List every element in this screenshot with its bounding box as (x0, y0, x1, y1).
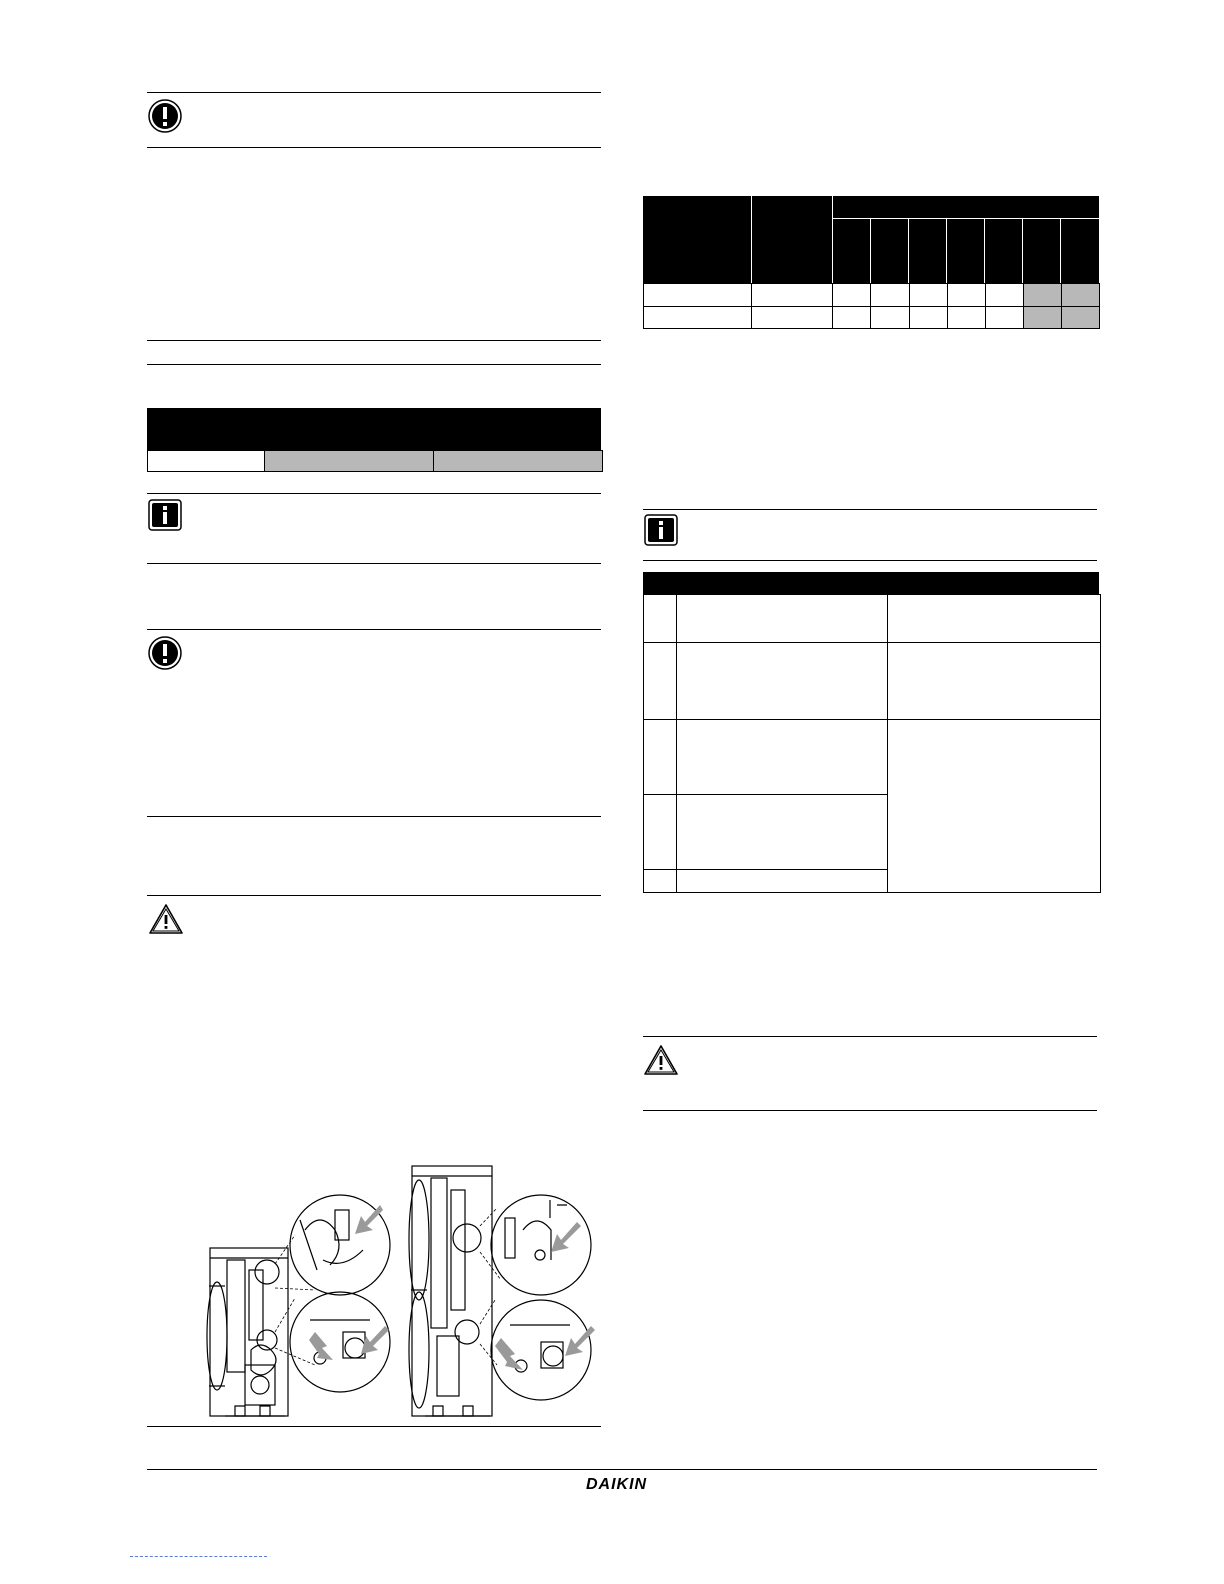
table-cell (888, 643, 1101, 720)
header-separator (984, 219, 985, 283)
table-cell (644, 795, 677, 870)
divider (147, 629, 601, 630)
divider (147, 340, 601, 341)
table-cell (677, 595, 888, 643)
information-icon (644, 514, 678, 551)
table-header (643, 196, 1099, 283)
data-table (643, 594, 1101, 893)
divider (147, 1426, 601, 1427)
table-cell (909, 306, 947, 329)
table-cell-shaded (434, 451, 603, 472)
data-table (643, 283, 1100, 329)
divider (147, 895, 601, 896)
header-separator (870, 219, 871, 283)
table-header (147, 408, 601, 450)
exclamation-circle-icon (148, 636, 182, 675)
table-cell (888, 595, 1101, 643)
table-cell (644, 720, 677, 795)
header-separator (1060, 219, 1061, 283)
divider (147, 364, 601, 365)
table-cell (644, 284, 752, 307)
table-cell-shaded (1061, 284, 1099, 307)
divider (643, 560, 1097, 561)
table-cell (947, 306, 985, 329)
table-cell (677, 795, 888, 870)
table-cell (644, 870, 677, 893)
table-cell (833, 306, 871, 329)
outdoor-unit-illustration (205, 1160, 600, 1427)
table-cell (909, 284, 947, 307)
table-cell (833, 284, 871, 307)
link-underline (130, 1556, 267, 1557)
warning-triangle-icon (643, 1044, 679, 1081)
table-cell (644, 306, 752, 329)
brand-logo: DAIKIN (586, 1476, 648, 1493)
table-cell-shaded (1023, 284, 1061, 307)
divider (643, 1110, 1097, 1111)
header-separator (832, 196, 833, 283)
header-separator (1022, 219, 1023, 283)
table-header (643, 572, 1099, 594)
table-cell (677, 643, 888, 720)
table-cell-shaded (1061, 306, 1099, 329)
divider (147, 147, 601, 148)
table-cell (677, 870, 888, 893)
table-cell (644, 595, 677, 643)
divider (643, 1036, 1097, 1037)
divider (147, 816, 601, 817)
table-cell (888, 720, 1101, 893)
table-cell (752, 284, 833, 307)
exclamation-circle-icon (148, 99, 182, 138)
information-icon (148, 499, 182, 536)
table-cell (752, 306, 833, 329)
table-cell-shaded (265, 451, 434, 472)
footer-divider (147, 1469, 1097, 1470)
table-cell (947, 284, 985, 307)
table-cell (148, 451, 265, 472)
divider (643, 509, 1097, 510)
divider (147, 563, 601, 564)
divider (147, 493, 601, 494)
table-cell (644, 643, 677, 720)
table-cell (677, 720, 888, 795)
warning-triangle-icon (148, 903, 184, 940)
header-separator (908, 219, 909, 283)
table-cell (871, 284, 909, 307)
table-cell (871, 306, 909, 329)
header-separator (946, 219, 947, 283)
table-cell-shaded (1023, 306, 1061, 329)
table-cell (985, 284, 1023, 307)
divider (147, 92, 601, 93)
header-separator (751, 196, 752, 283)
table-cell (985, 306, 1023, 329)
data-table (147, 450, 603, 472)
